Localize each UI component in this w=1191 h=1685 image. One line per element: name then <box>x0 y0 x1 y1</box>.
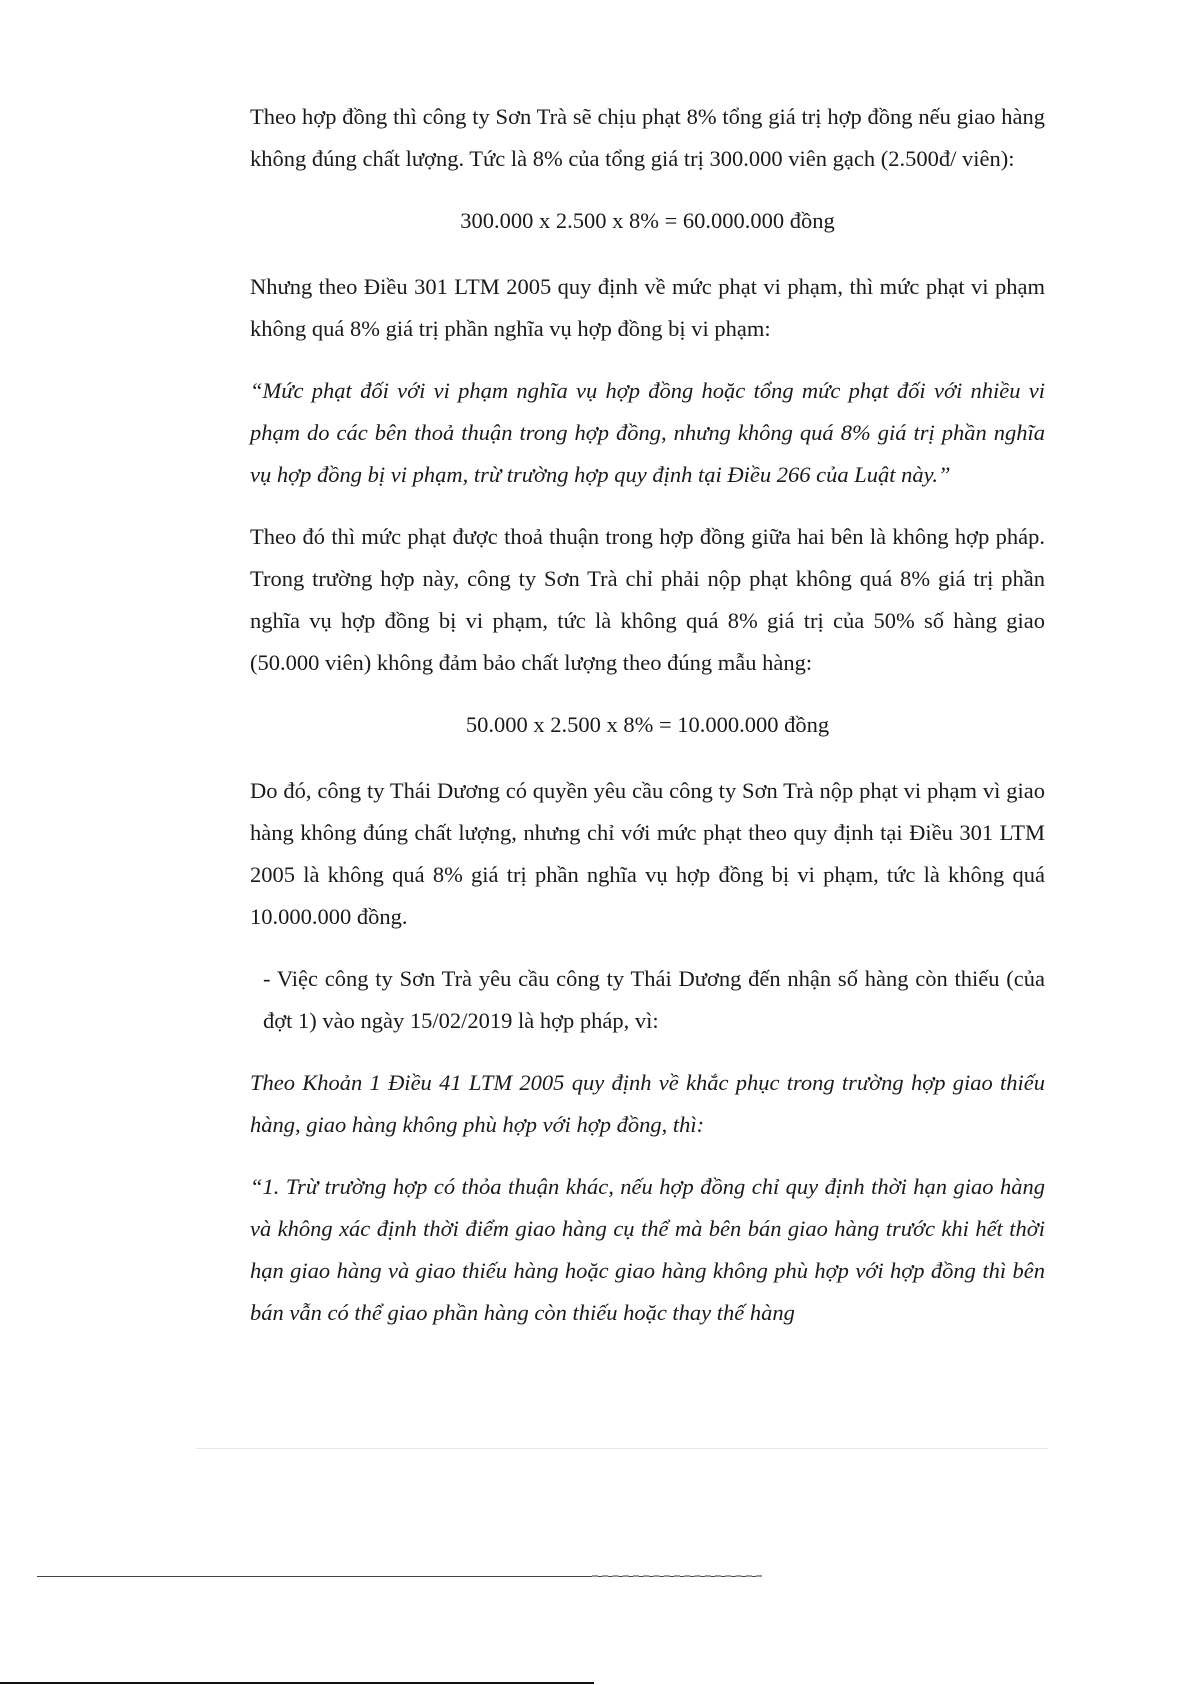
paragraph-contract-penalty: Theo hợp đồng thì công ty Sơn Trà sẽ chịu phạt 8% tổng giá trị hợp đồng nếu giao hàng không đúng chất lượng. Tức là 8% của tổng giá trị 300.000 viên gạch (2.500đ/ viên): <box>250 104 1045 171</box>
equation-lawful-penalty: 50.000 x 2.500 x 8% = 10.000.000 đồng <box>465 712 830 737</box>
paragraph-article-301: Nhưng theo Điều 301 LTM 2005 quy định về mức phạt vi phạm, thì mức phạt vi phạm không quá 8% giá trị phần nghĩa vụ hợp đồng bị vi phạm: <box>250 274 1045 341</box>
equation-contract-penalty: 300.000 x 2.500 x 8% = 60.000.000 đồng <box>460 208 835 233</box>
footer-rule-dashed <box>592 1575 762 1577</box>
page-body <box>250 96 1045 1354</box>
bullet-delivery-request: - Việc công ty Sơn Trà yêu cầu công ty Thái Dương đến nhận số hàng còn thiếu (của đợt 1) vào ngày 15/02/2019 là hợp pháp, vì: <box>263 966 1045 1033</box>
bottom-rule <box>0 1682 594 1684</box>
paragraph-lawful-penalty: Theo đó thì mức phạt được thoả thuận trong hợp đồng giữa hai bên là không hợp pháp. Trong trường hợp này, công ty Sơn Trà chỉ phải nộp phạt không quá 8% giá trị phần nghĩa vụ hợp đồng bị vi phạm, tức là không quá 8% giá trị của 50% số hàng giao (50.000 viên) không đảm bảo chất lượng theo đúng mẫu hàng: <box>250 524 1045 675</box>
paragraph-article-41: Theo Khoản 1 Điều 41 LTM 2005 quy định về khắc phục trong trường hợp giao thiếu hàng, giao hàng không phù hợp với hợp đồng, thì: <box>250 1070 1045 1137</box>
content-divider <box>196 1448 1048 1449</box>
quote-article-301: “Mức phạt đối với vi phạm nghĩa vụ hợp đồng hoặc tổng mức phạt đối với nhiều vi phạm do các bên thoả thuận trong hợp đồng, nhưng không quá 8% giá trị phần nghĩa vụ hợp đồng bị vi phạm, trừ trường hợp quy định tại Điều 266 của Luật này.” <box>250 378 1045 487</box>
quote-article-41: “1. Trừ trường hợp có thỏa thuận khác, nếu hợp đồng chỉ quy định thời hạn giao hàng và không xác định thời điểm giao hàng cụ thể mà bên bán giao hàng trước khi hết thời hạn giao hàng và giao thiếu hàng hoặc giao hàng không phù hợp với hợp đồng thì bên bán vẫn có thể giao phần hàng còn thiếu hoặc thay thế hàng <box>250 1174 1045 1325</box>
paragraph-conclusion: Do đó, công ty Thái Dương có quyền yêu cầu công ty Sơn Trà nộp phạt vi phạm vì giao hàng không đúng chất lượng, nhưng chỉ với mức phạt theo quy định tại Điều 301 LTM 2005 là không quá 8% giá trị phần nghĩa vụ hợp đồng bị vi phạm, tức là không quá 10.000.000 đồng. <box>250 778 1045 929</box>
